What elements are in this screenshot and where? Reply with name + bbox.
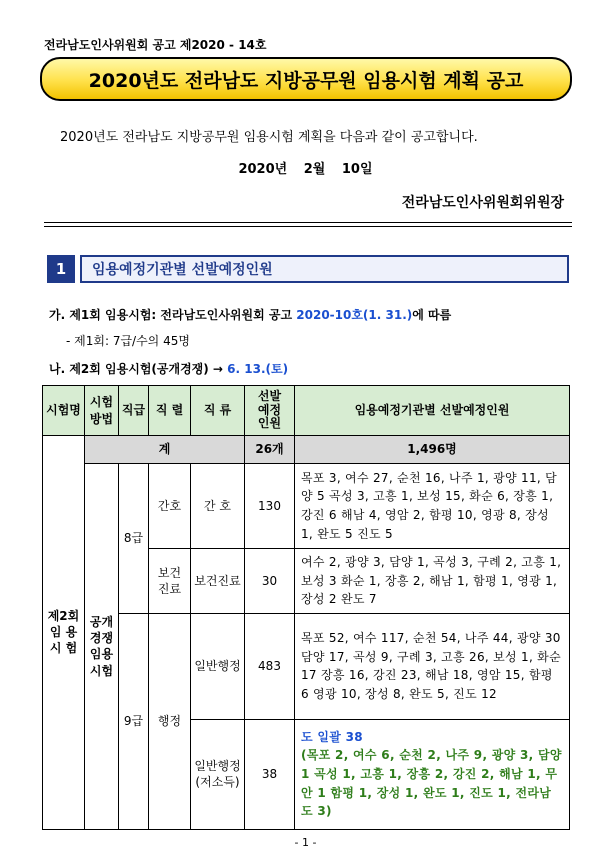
inst-cell <box>295 719 570 829</box>
kind-cell: 일반행정 <box>191 613 245 719</box>
header-grade: 직급 <box>119 386 149 436</box>
section-number: 1 <box>47 255 75 283</box>
inst-head: 도 일괄 38 <box>301 729 363 744</box>
date-year: 2020년 <box>238 162 288 177</box>
total-count: 1,496명 <box>295 436 570 464</box>
series-cell: 간호 <box>149 464 191 549</box>
item-a <box>49 306 451 323</box>
kind-cell: 간 호 <box>191 464 245 549</box>
date-day: 10일 <box>341 162 373 177</box>
item-a-ref: 2020-10호(1. 31.) <box>296 308 413 322</box>
kind-cell: 일반행정 (저소득) <box>191 719 245 829</box>
table-row <box>43 464 570 549</box>
grade-cell: 9급 <box>119 613 149 829</box>
kind-cell: 보건진료 <box>191 549 245 614</box>
count-cell: 38 <box>245 719 295 829</box>
header-exam: 시험명 <box>43 386 85 436</box>
header-inst: 임용예정기관별 선발예정인원 <box>295 386 570 436</box>
divider-line <box>44 222 572 223</box>
inst-cell: 목포 3, 여수 27, 순천 16, 나주 1, 광양 11, 담양 5 곡성 3, 고흥 1, 보성 15, 화순 6, 장흥 1, 강진 6 해남 4, 영암 2, 함평 10, 영광 8, 장성 1, 완도 5 진도 5 <box>295 464 570 549</box>
item-b <box>49 360 288 377</box>
exam-name: 제2회 임 용 시 험 <box>43 436 85 830</box>
total-kinds: 26개 <box>245 436 295 464</box>
header-count: 선발 예정 인원 <box>245 386 295 436</box>
header-series: 직 렬 <box>149 386 191 436</box>
date-month: 2월 <box>303 162 326 177</box>
count-cell: 130 <box>245 464 295 549</box>
intro-text: 2020년도 전라남도 지방공무원 임용시험 계획을 다음과 같이 공고합니다. <box>60 130 478 145</box>
item-a-sub: - 제1회: 7급/수의 45명 <box>66 334 190 348</box>
inst-cell: 여수 2, 광양 3, 담양 1, 곡성 3, 구례 2, 고흥 1, 보성 3 화순 1, 장흥 2, 해남 1, 함평 1, 영광 1, 장성 2 완도 7 <box>295 549 570 614</box>
total-row <box>43 436 570 464</box>
header-kind: 직 류 <box>191 386 245 436</box>
count-cell: 483 <box>245 613 295 719</box>
notice-number: 전라남도인사위원회 공고 제2020 - 14호 <box>44 38 267 52</box>
page-title: 2020년도 전라남도 지방공무원 임용시험 계획 공고 <box>40 57 572 101</box>
grade-cell: 8급 <box>119 464 149 614</box>
exam-method: 공개 경쟁 임용 시험 <box>85 464 119 830</box>
divider-line <box>44 226 572 227</box>
header-method: 시험 방법 <box>85 386 119 436</box>
series-cell: 행정 <box>149 613 191 829</box>
item-b-date: 6. 13.(토) <box>227 362 289 376</box>
total-label: 계 <box>85 436 245 464</box>
inst-cell: 목포 52, 여수 117, 순천 54, 나주 44, 광양 30 담양 17, 곡성 9, 구례 3, 고흥 26, 보성 1, 화순 17 장흥 16, 강진 23, 해남 18, 영암 15, 함평 6 영광 10, 장성 8, 완도 5, 진도 12 <box>295 613 570 719</box>
item-b-prefix: 나. 제2회 임용시험(공개경쟁) → <box>49 362 228 376</box>
count-cell: 30 <box>245 549 295 614</box>
section-title: 임용예정기관별 선발예정인원 <box>80 255 569 283</box>
series-cell: 보건 진료 <box>149 549 191 614</box>
issuer-name: 전라남도인사위원회위원장 <box>401 195 564 211</box>
table-row <box>43 613 570 719</box>
table-header-row <box>43 386 570 436</box>
item-a-prefix: 가. 제1회 임용시험: 전라남도인사위원회 공고 <box>49 308 297 322</box>
item-a-suffix: 에 따름 <box>412 308 452 322</box>
recruitment-table <box>42 385 570 830</box>
notice-date <box>0 158 611 177</box>
page-number: - 1 - <box>294 836 317 849</box>
inst-detail: (목포 2, 여수 6, 순천 2, 나주 9, 광양 3, 담양 1 곡성 1, 고흥 1, 장흥 2, 강진 2, 해남 1, 무안 1 함평 1, 장성 1, 완도 1, 진도 1, 전라남도 3) <box>301 748 562 819</box>
